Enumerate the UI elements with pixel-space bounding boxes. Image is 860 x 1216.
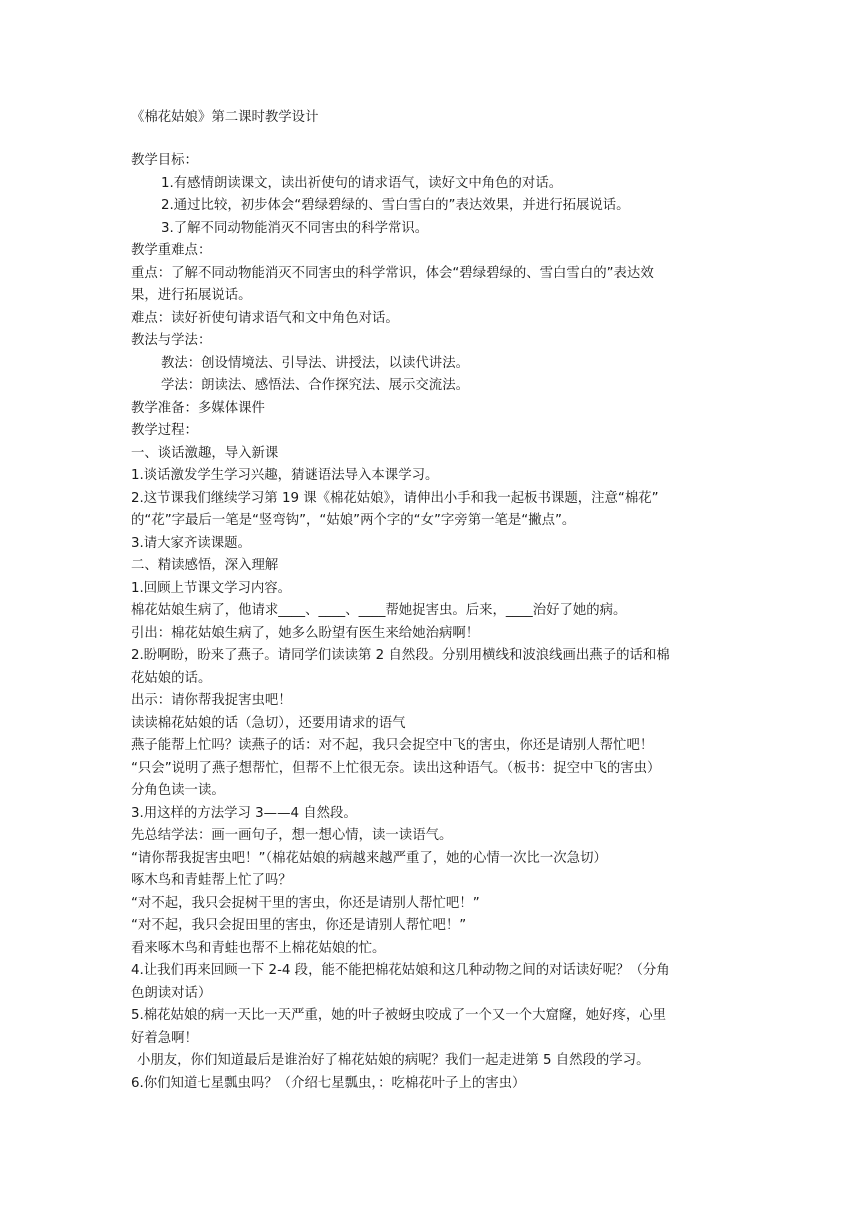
text-line: 教法与学法：: [131, 333, 212, 348]
text-line: 6.你们知道七星瓢虫吗？（介绍七星瓢虫，：吃棉花叶子上的害虫）: [131, 1075, 526, 1091]
text-line: 教学准备：多媒体课件: [131, 400, 265, 416]
text-line: 教法：创设情境法、引导法、讲授法，以读代讲法。: [161, 355, 469, 371]
text-line: 读读棉花姑娘的话（急切），还要用请求的语气: [131, 715, 406, 731]
text-line: 3.了解不同动物能消灭不同害虫的科学常识。: [161, 220, 429, 236]
text-line: 好着急啊！: [131, 1030, 198, 1046]
text-line: “对不起，我只会捉树干里的害虫，你还是请别人帮忙吧！”: [131, 895, 480, 911]
text-line: 出示：请你帮我捉害虫吧！: [131, 693, 292, 708]
text-line: 2.通过比较，初步体会“碧绿碧绿的、雪白雪白的”表达效果，并进行拓展说话。: [161, 198, 630, 213]
text-line: 重点：了解不同动物能消灭不同害虫的科学常识，体会“碧绿碧绿的、雪白雪白的”表达效: [131, 265, 654, 281]
document-title: 《棉花姑娘》第二课时教学设计: [131, 110, 319, 125]
text-line: 2.盼啊盼，盼来了燕子。请同学们读读第 2 自然段。分别用横线和波浪线画出燕子的话和棉: [131, 648, 670, 663]
text-line: 一、谈话激趣，导入新课: [131, 445, 279, 461]
text-line: 教学重难点：: [131, 243, 212, 258]
text-line: 燕子能帮上忙吗？读燕子的话：对不起，我只会捉空中飞的害虫，你还是请别人帮忙吧！: [131, 738, 654, 753]
text-line: “只会”说明了燕子想帮忙，但帮不上忙很无奈。读出这种语气。（板书：捉空中飞的害虫）: [131, 760, 661, 776]
text-line: 教学过程：: [131, 423, 198, 438]
text-line: 棉花姑娘生病了，他请求____、____、____帮她捉害虫。后来，____治好了她的病。: [131, 603, 627, 618]
text-line: 难点：读好祈使句请求语气和文中角色对话。: [131, 310, 399, 326]
text-line: 二、精读感悟，深入理解: [131, 558, 279, 573]
text-line: 3.请大家齐读课题。: [131, 535, 251, 551]
text-line: 学法：朗读法、感悟法、合作探究法、展示交流法。: [161, 378, 469, 393]
text-line: 教学目标：: [131, 153, 198, 168]
text-line: 啄木鸟和青蛙帮上忙了吗？: [131, 873, 292, 888]
text-line: 花姑娘的话。: [131, 670, 212, 686]
text-line: 看来啄木鸟和青蛙也帮不上棉花姑娘的忙。: [131, 940, 386, 956]
text-line: 2.这节课我们继续学习第 19 课《棉花姑娘》，请伸出小手和我一起板书课题，注意“棉花”: [131, 490, 659, 506]
text-line: 4.让我们再来回顾一下 2-4 段，能不能把棉花姑娘和这几种动物之间的对话读好呢？（分角: [131, 963, 670, 978]
text-line: 1.有感情朗读课文，读出祈使句的请求语气，读好文中角色的对话。: [161, 175, 563, 191]
text-line: 的“花”字最后一笔是“竖弯钩”，“姑娘”两个字的“女”字旁第一笔是“撇点”。: [131, 513, 576, 528]
text-line: 小朋友，你们知道最后是谁治好了棉花姑娘的病呢？我们一起走进第 5 自然段的学习。: [137, 1053, 650, 1068]
text-line: 分角色读一读。: [131, 783, 225, 798]
document-body: [131, 150, 731, 1095]
text-line: 先总结学法：画一画句子，想一想心情，读一读语气。: [131, 828, 453, 843]
text-line: 1.谈话激发学生学习兴趣，猜谜语法导入本课学习。: [131, 468, 439, 483]
text-line: “对不起，我只会捉田里的害虫，你还是请别人帮忙吧！”: [131, 918, 467, 933]
text-line: 1.回顾上节课文学习内容。: [131, 580, 292, 596]
text-line: 果，进行拓展说话。: [131, 288, 252, 303]
text-line: 3.用这样的方法学习 3——4 自然段。: [131, 805, 357, 821]
text-line: 色朗读对话）: [131, 985, 212, 1001]
text-line: 5.棉花姑娘的病一天比一天严重，她的叶子被蚜虫咬成了一个又一个大窟窿，她好疼，心里: [131, 1008, 667, 1023]
text-line: “请你帮我捉害虫吧！”（棉花姑娘的病越来越严重了，她的心情一次比一次急切）: [131, 850, 607, 866]
text-line: 引出：棉花姑娘生病了，她多么盼望有医生来给她治病啊！: [131, 625, 480, 641]
